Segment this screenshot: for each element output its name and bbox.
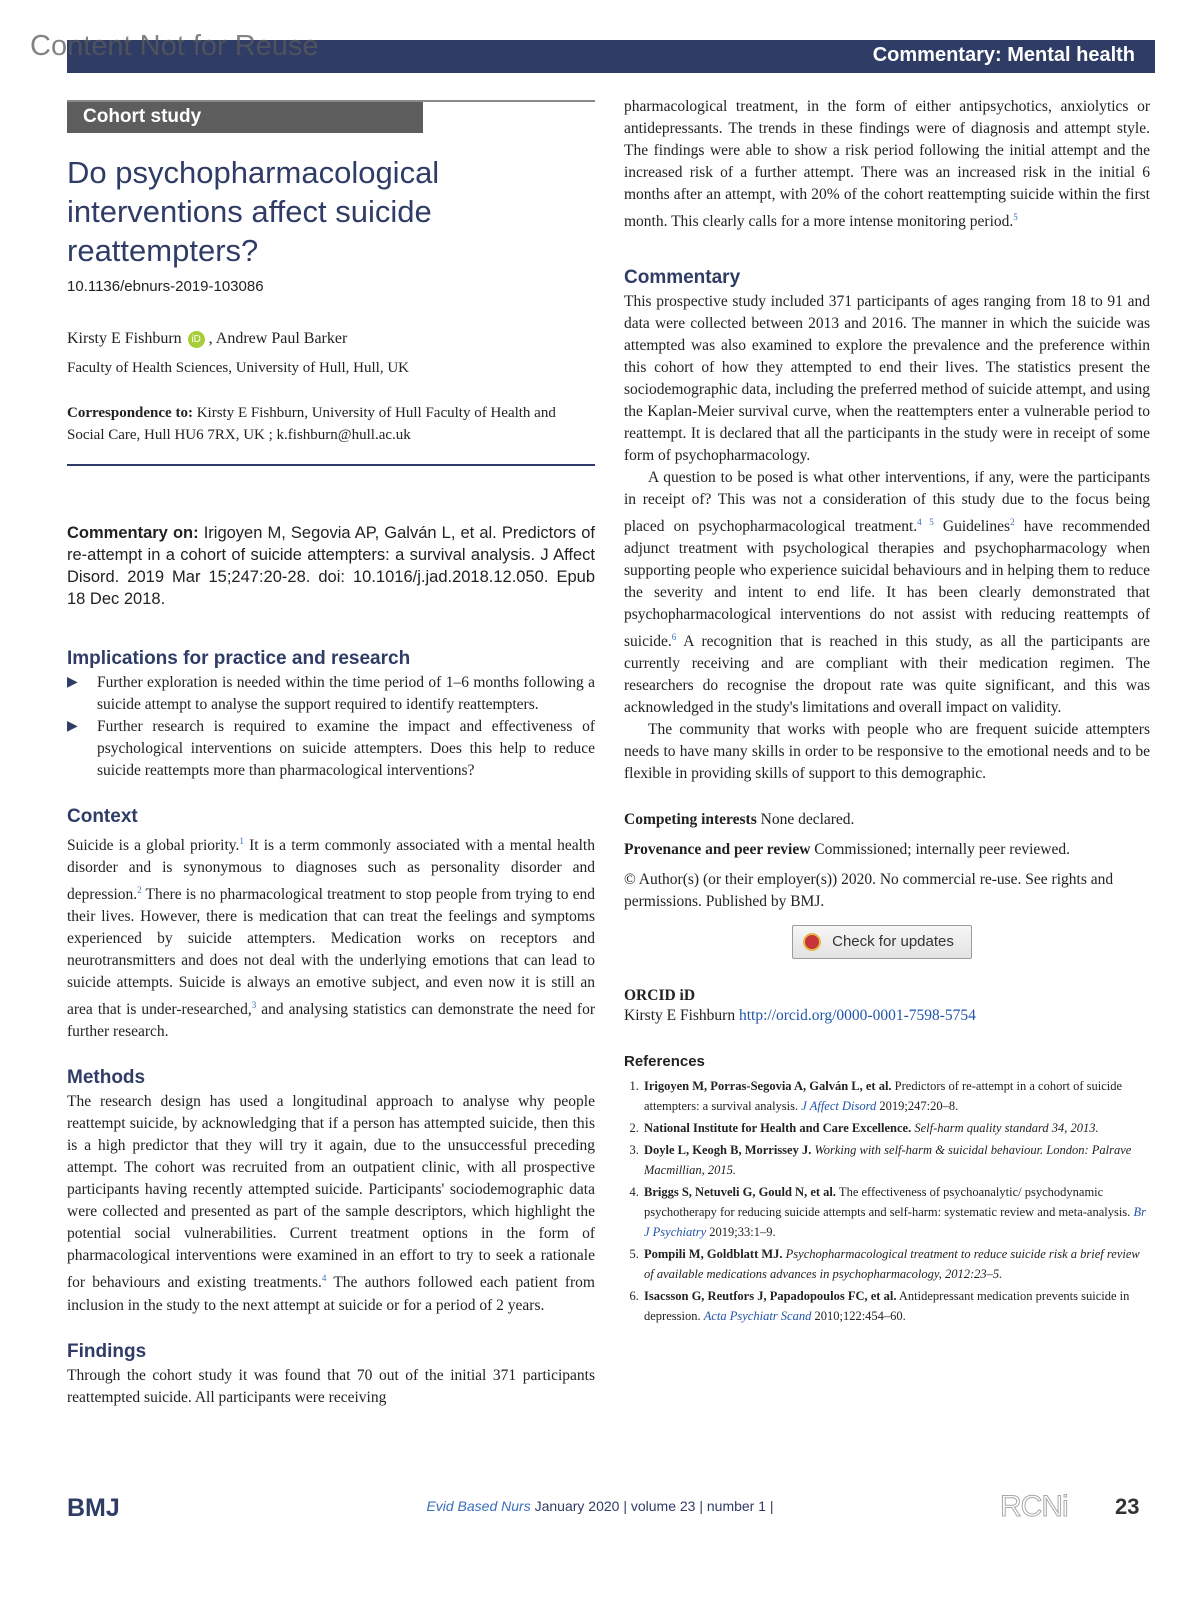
citation[interactable]: 1 <box>239 836 244 846</box>
findings-paragraph-cont: pharmacological treatment, in the form of either antipsychotics, anxiolytics or antidepressants. The trends in these findings were of diagnosis and attempt style. The findings were able to show a risk period following the initial attempt and the increased risk of a further attempt. There was an increased risk in the initial 6 months after an attempt, with 20% of the cohort reattempting suicide within the first month. This clearly calls for a more intense monitoring period.$^5$ <box>624 98 1150 231</box>
authors <box>67 330 595 348</box>
findings-heading: Findings <box>67 1340 147 1362</box>
citation[interactable]: 2 <box>1010 517 1015 528</box>
implications-list <box>67 672 595 782</box>
reference-journal-link[interactable]: J Affect Disord <box>801 1099 877 1114</box>
methods-paragraph: The research design has used a longitudinal approach to analyse why people reattempt suicide, by acknowledging that if a person has attempted suicide, then this is a high predictor that they will try it again, due to the unsuccessful preceding attempt. The cohort was recruited from an outpatient clinic, with all prospective participants having recently attempted suicide. Participants' sociodemographic data were collected and presented as part of the sample descriptors, which highlight the potential social vulnerabilities. Current treatment options in the form of pharmacological interventions were examined in an effort to try to seek a rationale for behaviours and existing treatments.$^4$ The authors followed each patient from inclusion in the study to the next attempt at suicide or for a period of 2 years. <box>67 1093 595 1314</box>
doi[interactable]: 10.1136/ebnurs-2019-103086 <box>67 278 264 295</box>
copyright: © Author(s) (or their employer(s)) 2020. No commercial re-use. See rights and permissions. Published by BMJ. <box>624 871 1114 911</box>
correspondence <box>67 402 595 466</box>
reference-item: 2. National Institute for Health and Care Excellence. Self-harm quality standard 34, 2013. <box>642 1118 1150 1138</box>
commentary-paragraph-1: This prospective study included 371 participants of ages ranging from 18 to 91 and data were collected between 2013 and 2016. The manner in which the suicide was attempted was also examined to explore the prevalence and the preference within this cohort of how they attempted to end their lives. The statistics present the sociodemographic data, including the preferred method of suicide attempt, and using the Kaplan-Meier survival curve, when the reattempters enter a vulnerable period to reattempt. It is declared that all the participants in the study were in receipt of some form of psychopharmacology. <box>624 293 1150 465</box>
rcni-logo: RCNi <box>1000 1490 1068 1523</box>
commentary-on <box>67 522 595 610</box>
correspondence-text: Kirsty E Fishburn, University of Hull Faculty of Health and Social Care, Hull HU6 7RX, UK ; k.fishburn@hull.ac.uk <box>67 405 556 443</box>
reference-journal-link[interactable]: Acta Psychiatr Scand <box>703 1309 812 1324</box>
citation[interactable]: 5 <box>1013 212 1018 222</box>
check-for-updates-label: Check for updates <box>832 933 954 951</box>
reference-item: 1. Irigoyen M, Porras-Segovia A, Galván L, et al. Predictors of re-attempt in a cohort of suicide attempters: a survival analysis. J Affect Disord 2019;247:20–8. <box>642 1076 1150 1116</box>
commentary-paragraph-3: The community that works with people who are frequent suicide attempters needs to have many skills in order to be responsive to the emotional needs and to be flexible in providing skills of support to this demographic. <box>624 721 1150 783</box>
commentary-heading: Commentary <box>624 267 741 289</box>
affiliation: Faculty of Health Sciences, University of Hull, Hull, UK <box>67 360 410 376</box>
bmj-logo: BMJ <box>67 1494 120 1522</box>
check-for-updates-button[interactable] <box>792 925 972 959</box>
right-column <box>624 96 1150 1328</box>
citation[interactable]: 4 5 <box>917 517 934 528</box>
findings-section <box>67 1341 595 1409</box>
commentary-section <box>624 267 1150 785</box>
commentary-paragraph-2: A question to be posed is what other interventions, if any, were the participants in receipt of? This was not a consideration of this study due to the focus being placed on psychopharmacological treatment.$^{4 5}$ Guidelines$^2$ have recommended adjunct treatment with psychological therapies and psychopharmacology when supporting people who experience suicidal behaviours and in helping them to reduce the severity and intent to end life. It has been clearly demonstrated that psychopharmacological interventions do not assist with reducing reattempts of suicide.$^6$ A recognition that is reached in this study, as all the participants are currently receiving and are compliant with their medication regimen. The researchers do recognise the dropout rate was quite significant, and this was acknowledged in the study's limitations and overall impact on validity. <box>624 469 1151 717</box>
reference-item: 3. Doyle L, Keogh B, Morrissey J. Working with self-harm & suicidal behaviour. London: Palrave Macmillian, 2015. <box>642 1140 1150 1180</box>
methods-section <box>67 1067 595 1316</box>
reference-item: 5. Pompili M, Goldblatt MJ. Psychopharmacological treatment to reduce suicide risk a brief review of available medications advances in psychopharmacology, 2012:23–5. <box>642 1244 1150 1284</box>
section-title: Commentary: Mental health <box>872 44 1135 66</box>
list-item: ▶ Further research is required to examine the impact and effectiveness of psychological interventions on suicide attempters. Does this help to reduce suicide reattempts more than pharmacological interventions? <box>67 716 595 782</box>
commentary-on-label: Commentary on: <box>67 524 199 542</box>
methods-heading: Methods <box>67 1067 146 1089</box>
findings-paragraph-start: Through the cohort study it was found that 70 out of the initial 371 participants reattempted suicide. All participants were receiving <box>67 1366 595 1406</box>
orcid-heading: ORCID iD <box>624 987 696 1005</box>
reference-item: 6. Isacsson G, Reutfors J, Papadopoulos FC, et al. Antidepressant medication prevents suicide in depression. Acta Psychiatr Scand 2010;122:454–60. <box>642 1286 1150 1326</box>
citation[interactable]: 6 <box>671 632 677 643</box>
implications-section <box>67 648 595 782</box>
competing-interests: Competing interests None declared. <box>624 811 855 829</box>
commentary-on-text: Irigoyen M, Segovia AP, Galván L, et al. Predictors of re-attempt in a cohort of suicide attempters: a survival analysis. J Affect Disord. 2019 Mar 15;247:20-28. doi: 10.1016/j.jad.2018.12.050. Epub 18 Dec 2018. <box>67 524 595 608</box>
provenance: Provenance and peer review Commissioned; internally peer reviewed. <box>624 841 1070 859</box>
journal-citation: Evid Based Nurs January 2020 | volume 23 | number 1 | <box>426 1498 774 1514</box>
reference-item: 4. Briggs S, Netuveli G, Gould N, et al. The effectiveness of psychoanalytic/ psychodynamic psychotherapy for reducing suicide attempts and self-harm: systematic review and meta-analysis. Br J Psychiatry 2019;33:1–9. <box>642 1182 1150 1242</box>
page-footer <box>0 1490 1200 1530</box>
context-heading: Context <box>67 806 138 827</box>
citation[interactable]: 2 <box>137 885 142 896</box>
watermark: Content Not for Reuse <box>30 30 319 62</box>
context-section <box>67 806 595 1043</box>
author-1: Kirsty E Fishburn <box>67 330 182 347</box>
orcid-icon[interactable]: iD <box>188 331 205 348</box>
left-column <box>67 100 595 1433</box>
orcid-link[interactable]: http://orcid.org/0000-0001-7598-5754 <box>738 1007 976 1025</box>
article-type-label: Cohort study <box>67 102 423 133</box>
citation[interactable]: 4 <box>321 1273 327 1284</box>
context-paragraph: Suicide is a global priority.$^1$ It is a term commonly associated with a mental health disorder and is synonymous to diagnoses such as personality disorder and depression.$^2$ There is no pharmacological treatment to stop people from trying to end their lives. However, there is medication that can treat the feelings and symptoms experienced by suicide attempters. Medication works on receptors and neurotransmitters and does not deal with the underlying emotions that can lead to suicide attempts. Suicide is always an emotive subject, and even now it is still an area that is under-researched,$^3$ and analysing statistics can demonstrate the need for further research. <box>67 836 596 1041</box>
references-heading: References <box>624 1053 705 1071</box>
list-item: ▶ Further exploration is needed within the time period of 1–6 months following a suicide attempt to analyse the support required to identify reattempters. <box>67 672 595 716</box>
implications-heading: Implications for practice and research <box>67 648 411 669</box>
orcid-line <box>624 1005 1150 1027</box>
correspondence-label: Correspondence to: <box>67 405 193 421</box>
page-number: 23 <box>1115 1494 1140 1519</box>
orcid-name: Kirsty E Fishburn <box>624 1007 736 1025</box>
references-list <box>624 1076 1150 1326</box>
reference-journal-link[interactable]: Br J Psychiatry <box>644 1205 1146 1240</box>
article-title: Do psychopharmacological interventions affect suicide reattempters? <box>67 155 440 268</box>
author-2: , Andrew Paul Barker <box>208 330 348 347</box>
citation[interactable]: 3 <box>251 1000 257 1011</box>
declarations <box>624 809 1150 959</box>
